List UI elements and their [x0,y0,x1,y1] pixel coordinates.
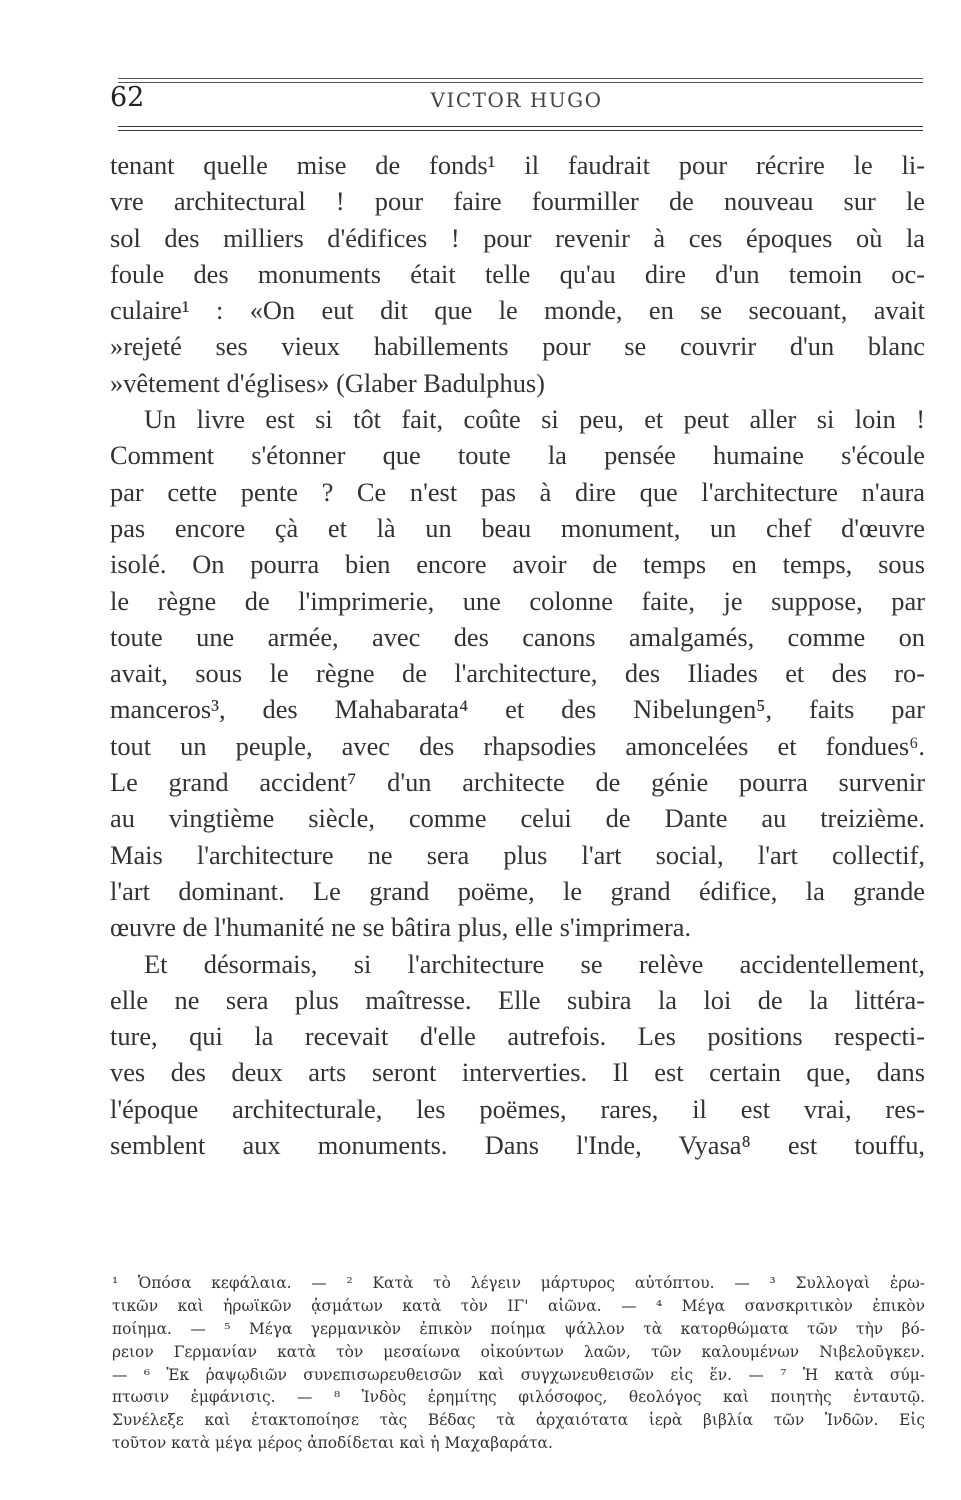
text-line: Un livre est si tôt fait, coûte si peu, et peut aller si loin ! [144,404,925,435]
text-line: avait, sous le règne de l'architecture, des Iliades et des ro- [110,658,925,689]
text-line: foule des monuments était telle qu'au dire d'un temoin oc- [110,258,925,289]
text-line: ture, qui la recevait d'elle autrefois. Les positions respecti- [110,1021,925,1052]
header-rule-top [118,78,923,79]
text-line: toute une armée, avec des canons amalgamés, comme on [110,621,925,652]
text-line: par cette pente ? Ce n'est pas à dire que l'architecture n'aura [110,476,925,507]
text-line: »rejeté ses vieux habillements pour se couvrir d'un blanc [110,331,925,362]
text-line: Comment s'étonner que toute la pensée humaine s'écoule [110,440,925,471]
footnote-line: τικῶν καὶ ἡρωϊκῶν ᾀσμάτων κατὰ τὸν ΙΓ' αἰῶνα. — ⁴ Μέγα σανσκριτικὸν ἐπικὸν [112,1296,925,1315]
footnote-line: ποίημα. — ⁵ Μέγα γερμανικὸν ἐπικὸν ποίημα ψάλλον τὰ κατορθώματα τῶν τὴν βό- [112,1319,925,1338]
text-line: tenant quelle mise de fonds¹ il faudrait pour récrire le li- [110,150,925,180]
text-line: œuvre de l'humanité ne se bâtira plus, elle s'imprimera. [110,912,692,943]
footnote-line: πτωσιν ἐμφάνισις. — ⁸ Ἰνδὸς ἐρημίτης φιλόσοφος, θεολόγος καὶ ποιητὴς ἐνταυτῷ. [112,1388,925,1407]
text-line: sol des milliers d'édifices ! pour revenir à ces époques où la [110,222,925,253]
footnote-line: — ⁶ Ἐκ ῥαψῳδιῶν συνεπισωρευθεισῶν καὶ συγχωνευθεισῶν εἰς ἕν. — ⁷ Ἡ κατὰ σύμ- [112,1365,925,1384]
text-line: pas encore çà et là un beau monument, un chef d'œuvre [110,512,925,543]
text-line: elle ne sera plus maîtresse. Elle subira la loi de la littéra- [110,984,925,1015]
text-line: Et désormais, si l'architecture se relève accidentellement, [144,948,925,979]
text-line: au vingtième siècle, comme celui de Dante au treizième. [110,803,925,834]
text-line: isolé. On pourra bien encore avoir de temps en temps, sous [110,549,925,580]
text-line: culaire¹ : «On eut dit que le monde, en se secouant, avait [110,295,925,326]
text-line: vre architectural ! pour faire fourmiller de nouveau sur le [110,186,925,217]
text-line: semblent aux monuments. Dans l'Inde, Vyasa⁸ est touffu, [110,1130,925,1161]
text-line: Mais l'architecture ne sera plus l'art social, l'art collectif, [110,839,925,870]
footnote-line: Συνέλεξε καὶ ἐτακτοποίησε τὰς Βέδας τὰ ἀρχαιότατα ἱερὰ βιβλία τῶν Ἰνδῶν. Εἰς [112,1411,925,1430]
page-number: 62 [110,82,145,113]
footnote-line: τοῦτον κατὰ μέγα μέρος ἀποδίδεται καὶ ἡ Μαχαβαράτα. [112,1434,553,1453]
footnotes [112,1272,925,1455]
page-header [110,82,923,122]
header-rule-bottom-2 [118,130,923,131]
text-line: manceros³, des Mahabarata⁴ et des Nibelungen⁵, faits par [110,694,925,725]
header-rule-bottom [118,126,923,127]
footnote-line: ρειον Γερμανίαν κατὰ τὸν μεσαίωνα οἰκούντων λαῶν, τῶν καλουμένων Νιβελοῦγκεν. [112,1342,925,1361]
text-line: tout un peuple, avec des rhapsodies amoncelées et fondues⁶. [110,730,925,761]
text-line: Le grand accident⁷ d'un architecte de génie pourra survenir [110,767,925,798]
running-head: VICTOR HUGO [430,88,603,112]
text-line: le règne de l'imprimerie, une colonne faite, je suppose, par [110,585,925,616]
text-line: l'époque architecturale, les poëmes, rares, il est vrai, res- [110,1093,925,1124]
text-line: ves des deux arts seront interverties. Il est certain que, dans [110,1057,925,1088]
footnote-line: ¹ Ὁπόσα κεφάλαια. — ² Κατὰ τὸ λέγειν μάρτυρος αὐτόπτου. — ³ Συλλογαὶ ἐρω- [112,1274,925,1292]
text-line: »vêtement d'églises» (Glaber Badulphus) [110,367,545,398]
body-text [110,147,925,1163]
text-line: l'art dominant. Le grand poëme, le grand édifice, la grande [110,875,925,906]
